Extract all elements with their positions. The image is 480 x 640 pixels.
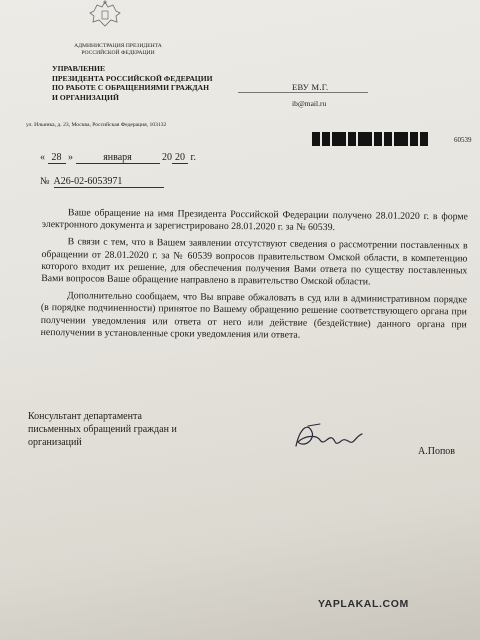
redaction-marks [312,132,428,146]
department-title [52,64,212,102]
recipient-email: ib@mail.ru [292,99,327,108]
dept-line: УПРАВЛЕНИЕ [52,64,106,73]
redaction-bar [374,132,382,146]
redaction-bar [332,132,346,146]
date-year-prefix: 20 [162,152,172,163]
recipient-divider [238,92,368,93]
signer-title-line: организаций [28,437,82,448]
date-year-suffix: 20 [172,152,188,164]
redaction-bar [312,132,320,146]
redaction-bar [322,132,330,146]
admin-line: РОССИЙСКОЙ ФЕДЕРАЦИИ [81,50,155,56]
site-watermark: YAPLAKAL.COM [318,598,409,610]
state-emblem-icon [88,0,122,28]
recipient-name: ЕВУ М.Г. [292,82,329,92]
body-paragraph: Ваше обращение на имя Президента Российской Федерации получено 28.01.2020 г. в форме электронного документа и зарегистрировано 28.01.2020 г. за № 60539. [41,207,468,234]
admin-line: АДМИНИСТРАЦИЯ ПРЕЗИДЕНТА [74,43,162,49]
letter-date: « 28 » января 20 20 г. [40,152,196,163]
sender-address: ул. Ильинка, д. 23, Москва, Российская Федерация, 103132 [26,122,167,128]
administration-title [58,43,178,57]
dept-line: ПО РАБОТЕ С ОБРАЩЕНИЯМИ ГРАЖДАН [52,83,210,92]
date-day: 28 [48,152,66,164]
dept-line: И ОРГАНИЗАЦИЙ [52,92,119,102]
redaction-bar [394,132,408,146]
dept-line: ПРЕЗИДЕНТА РОССИЙСКОЙ ФЕДЕРАЦИИ [52,73,213,83]
document-ref-number: 60539 [454,136,472,144]
signer-name: А.Попов [418,446,456,457]
outgoing-reference [40,176,164,188]
signer-title-line: Консультант департамента [28,411,142,422]
reference-value: А26-02-6053971 [54,176,164,188]
signer-position [28,410,208,449]
redaction-bar [410,132,418,146]
reference-label: № [40,176,50,187]
body-paragraph: Дополнительно сообщаем, что Вы вправе обжаловать в суд или в административном порядке (в порядке подчиненности) принятое по Вашему обращению решение соответствующего органа при получении уведомления или ответа от него или действие (бездействие) данного органа при неполучении в установленные сроки уведомления или ответа. [40,290,468,341]
redaction-bar [420,132,428,146]
date-suffix: г. [190,152,196,163]
redaction-bar [358,132,372,146]
body-paragraph: В связи с тем, что в Вашем заявлении отсутствуют сведения о рассмотрении поставленных в обращении от 28.01.2020 г. за № 60539 вопросов правительством Омской области, в компетенцию которого входит их решение, для обеспечения получения Вами ответа по существу поставленных Вами вопросов Ваше обращение направлено в правительство Омской области. [41,236,468,288]
redaction-bar [348,132,356,146]
date-month: января [76,152,160,164]
signer-title-line: письменных обращений граждан и [28,424,177,435]
letter-body [41,207,468,348]
handwritten-signature [290,418,370,454]
redaction-bar [384,132,392,146]
